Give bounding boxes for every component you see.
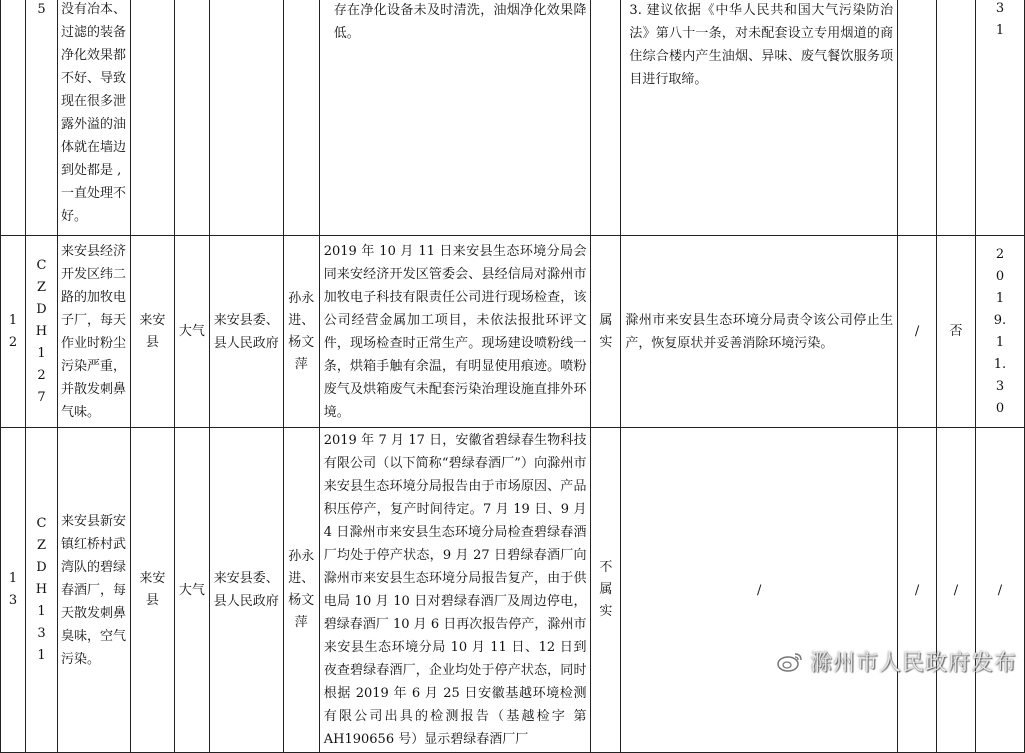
row-seq <box>1 0 26 236</box>
row-date: 2019.11.30 <box>975 236 1024 428</box>
row-finding: 2019 年 10 月 11 日来安县生态环境分局会同来安经济开发区管委会、县经信局对滁州市加牧电子科技有限责任公司进行现场检查，该公司经营金属加工项目，未依法报批环评文件，现场检查时正常生产。现场建设喷粉线一条，烘箱手触有余温，有明显使用痕迹。喷粉废气及烘箱废气未配套污染治理设施直排外环境。 <box>319 236 591 428</box>
row-code: CZDH131 <box>25 428 57 753</box>
row-type: 大气 <box>174 236 209 428</box>
row-col2: / <box>937 428 976 753</box>
weibo-icon <box>776 651 804 673</box>
table-row <box>1 236 1025 428</box>
row-date: 31 <box>975 0 1024 236</box>
row-date: / <box>975 428 1024 753</box>
row-col2: 否 <box>937 236 976 428</box>
row-col1: / <box>898 428 937 753</box>
row-type: 大气 <box>174 428 209 753</box>
row-action: 滁州市来安县生态环境分局责令该公司停止生产，恢复原状并妥善消除环境污染。 <box>621 236 898 428</box>
row-person: 孙永进、杨文萍 <box>283 428 319 753</box>
row-verdict: 属实 <box>591 236 621 428</box>
row-finding: 存在净化设备未及时清洗，油烟净化效果降低。 <box>319 0 591 236</box>
row-gov: 来安县委、县人民政府 <box>209 236 283 428</box>
row-code: CZDH127 <box>25 236 57 428</box>
row-person <box>283 0 319 236</box>
row-county: 来安县 <box>130 236 174 428</box>
row-code: 5 <box>37 2 46 17</box>
watermark-text: 滁州市人民政府发布 <box>809 651 1017 676</box>
table-row <box>1 428 1025 753</box>
row-col1: / <box>898 236 937 428</box>
row-finding: 2019 年 7 月 17 日，安徽省碧绿春生物科技有限公司（以下简称“碧绿春酒厂”）向滁州市来安县生态环境分局报告由于市场原因、产品积压停产，复产时间待定。7 月 19 日、9 月 4 日滁州市来安县生态环境分局检查碧绿春酒厂均处于停产状态，9 月 27 日碧绿春酒厂向滁州市来安县生态环境分局报告复产，由于供电局 10 月 10 日对碧绿春酒厂及周边停电，碧绿春酒厂 10 月 6 日再次报告停产，滁州市来安县生态环境分局 10 月 11 日、12 日到夜查碧绿春酒厂，企业均处于停产状态，同时根据 2019 年 6 月 25 日安徽基越环境检测有限公司出具的检测报告（基越检字 第 AH190656 号）显示碧绿春酒厂厂 <box>319 428 591 753</box>
row-seq: 12 <box>1 236 26 428</box>
row-issue: 没有冶本、过滤的装备净化效果都不好、导致现在很多泄露外溢的油体就在墙边到处都是 ,一直处理不好。 <box>57 0 130 236</box>
row-verdict: 不属实 <box>591 428 621 753</box>
row-col1 <box>898 0 937 236</box>
row-type <box>174 0 209 236</box>
row-verdict <box>591 0 621 236</box>
row-county <box>130 0 174 236</box>
row-county: 来安县 <box>130 428 174 753</box>
row-gov: 来安县委、县人民政府 <box>209 428 283 753</box>
row-action: / <box>621 428 898 753</box>
row-action: 3. 建议依据《中华人民共和国大气污染防治法》第八十一条，对未配套设立专用烟道的商住综合楼内产生油烟、异味、废气餐饮服务项目进行取缔。 <box>621 0 898 236</box>
watermark <box>776 646 1017 677</box>
row-code-cell <box>25 0 57 236</box>
row-seq: 13 <box>1 428 26 753</box>
row-issue: 来安县经济开发区纬二路的加牧电子厂，每天作业时粉尘污染严重，并散发刺鼻气味。 <box>57 236 130 428</box>
row-person: 孙永进、杨文萍 <box>283 236 319 428</box>
row-issue: 来安县新安镇红桥村武湾队的碧绿春酒厂，每天散发刺鼻臭味，空气污染。 <box>57 428 130 753</box>
row-col2 <box>937 0 976 236</box>
row-gov <box>209 0 283 236</box>
table-row <box>1 0 1025 236</box>
